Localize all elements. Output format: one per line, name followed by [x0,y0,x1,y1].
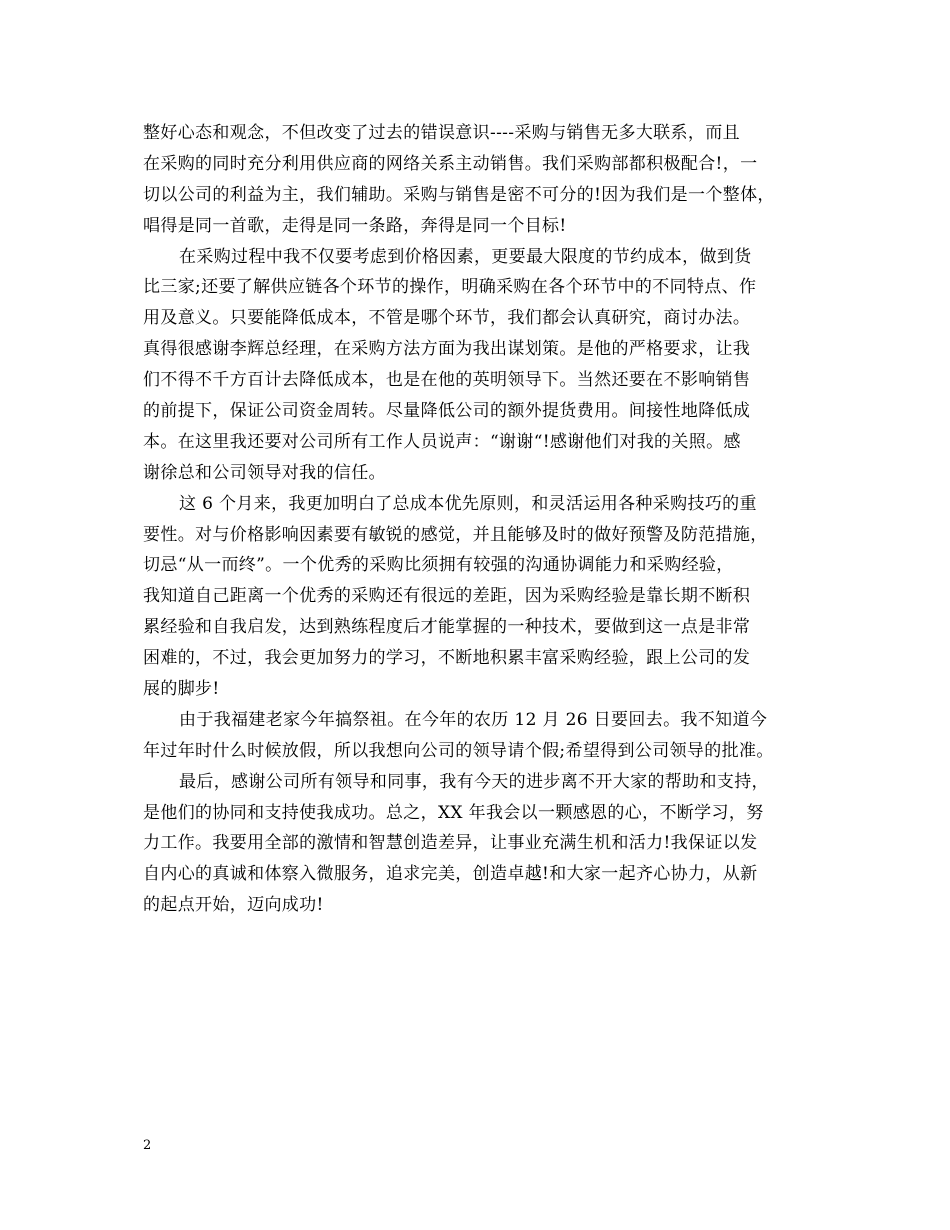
text-line: 在采购过程中我不仅要考虑到价格因素，更要最大限度的节约成本，做到货 [179,246,752,267]
text-line: 比三家;还要了解供应链各个环节的操作，明确采购在各个环节中的不同特点、作 [143,277,757,298]
paragraph-5 [143,767,823,921]
text-line: 谢徐总和公司领导对我的信任。 [143,462,386,483]
text-line: 本。在这里我还要对公司所有工作人员说声：“谢谢“!感谢他们对我的关照。感 [143,431,741,452]
paragraph-3 [143,489,823,705]
text-line: 困难的，不过，我会更加努力的学习，不断地积累丰富采购经验，跟上公司的发 [143,648,751,669]
text-line: 要性。对与价格影响因素要有敏锐的感觉，并且能够及时的做好预警及防范措施， [143,524,768,545]
text-line: 是他们的协同和支持使我成功。总之，XX 年我会以一颗感恩的心，不断学习，努 [143,802,764,823]
text-line: 切以公司的利益为主，我们辅助。采购与销售是密不可分的!因为我们是一个整体， [143,184,775,205]
text-line: 最后，感谢公司所有领导和同事，我有今天的进步离不开大家的帮助和支持， [179,771,769,792]
text-line: 我知道自己距离一个优秀的采购还有很远的差距，因为采购经验是靠长期不断积 [143,586,751,607]
text-line: 自内心的真诚和体察入微服务，追求完美，创造卓越!和大家一起齐心协力，从新 [143,864,758,885]
text-line: 累经验和自我启发，达到熟练程度后才能掌握的一种技术，要做到这一点是非常 [143,617,751,638]
paragraph-1 [143,118,823,242]
paragraph-2 [143,242,823,489]
text-line: 在采购的同时充分利用供应商的网络关系主动销售。我们采购部都积极配合!，一 [143,153,758,174]
text-line: 唱得是同一首歌，走得是同一条路，奔得是同一个目标! [143,215,567,236]
text-line: 展的脚步! [143,679,220,700]
text-line: 力工作。我要用全部的激情和智慧创造差异，让事业充满生机和活力!我保证以发 [143,833,758,854]
text-line: 的前提下，保证公司资金周转。尽量降低公司的额外提货费用。间接性地降低成 [143,401,751,422]
document-body [143,118,823,921]
text-line: 们不得不千方百计去降低成本，也是在他的英明领导下。当然还要在不影响销售 [143,370,751,391]
text-line: 年过年时什么时候放假，所以我想向公司的领导请个假;希望得到公司领导的批准。 [143,740,774,761]
page-number: 2 [143,1138,152,1153]
text-line: 真得很感谢李辉总经理，在采购方法方面为我出谋划策。是他的严格要求，让我 [143,339,751,360]
text-line: 切忌“从一而终”。一个优秀的采购比须拥有较强的沟通协调能力和采购经验， [143,555,734,576]
text-line: 的起点开始，迈向成功! [143,895,324,916]
text-line: 由于我福建老家今年搞祭祖。在今年的农历 12 月 26 日要回去。我不知道今 [179,709,768,730]
text-line: 这 6 个月来，我更加明白了总成本优先原则，和灵活运用各种采购技巧的重 [179,493,757,514]
text-line: 整好心态和观念，不但改变了过去的错误意识----采购与销售无多大联系，而且 [143,123,740,143]
text-line: 用及意义。只要能降低成本，不管是哪个环节，我们都会认真研究，商讨办法。 [143,308,751,329]
paragraph-4 [143,705,823,767]
